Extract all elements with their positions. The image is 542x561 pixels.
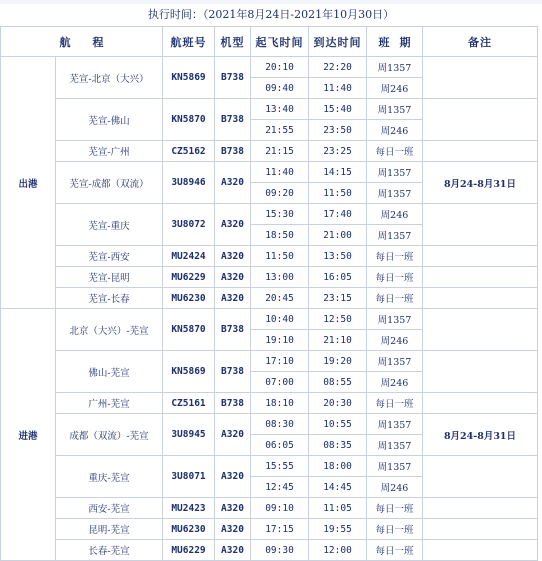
departure-time: 11:40: [251, 162, 309, 183]
departure-time: 09:40: [251, 78, 309, 99]
departure-time: 20:45: [251, 288, 309, 309]
flight-number: MU2423: [163, 498, 215, 519]
aircraft-type: A320: [215, 204, 251, 246]
arrival-time: 12:50: [309, 309, 367, 330]
header-aircraft: 机型: [215, 27, 251, 57]
aircraft-type: A320: [215, 162, 251, 204]
flight-number: MU2424: [163, 246, 215, 267]
aircraft-type: B738: [215, 57, 251, 99]
departure-time: 09:10: [251, 498, 309, 519]
flight-days: 周246: [367, 120, 423, 141]
arrival-time: 08:35: [309, 435, 367, 456]
flight-days: 每日一班: [367, 393, 423, 414]
departure-time: 09:20: [251, 183, 309, 204]
departure-time: 17:15: [251, 519, 309, 540]
arrival-time: 16:05: [309, 267, 367, 288]
remarks-cell: 8月24-8月31日: [423, 162, 538, 204]
departure-time: 10:40: [251, 309, 309, 330]
table-row: [1, 57, 538, 78]
arrival-time: 14:45: [309, 477, 367, 498]
arrival-time: 21:10: [309, 330, 367, 351]
flight-days: 周1357: [367, 351, 423, 372]
header-flight-no: 航班号: [163, 27, 215, 57]
route-name: 北京（大兴）-芜宣: [56, 309, 163, 351]
arrival-time: 23:50: [309, 120, 367, 141]
aircraft-type: A320: [215, 519, 251, 540]
flight-days: 周1357: [367, 99, 423, 120]
table-row: [1, 393, 538, 414]
departure-time: 15:55: [251, 456, 309, 477]
aircraft-type: B738: [215, 393, 251, 414]
remarks-cell: [423, 540, 538, 561]
departure-time: 07:00: [251, 372, 309, 393]
remarks-cell: [423, 246, 538, 267]
remarks-cell: [423, 498, 538, 519]
remarks-cell: [423, 288, 538, 309]
route-name: 芜宣-成都（双流）: [56, 162, 163, 204]
departure-time: 21:55: [251, 120, 309, 141]
aircraft-type: A320: [215, 498, 251, 519]
route-name: 西安-芜宣: [56, 498, 163, 519]
flight-days: 周1357: [367, 435, 423, 456]
route-name: 芜宣-昆明: [56, 267, 163, 288]
route-name: 芜宣-长春: [56, 288, 163, 309]
table-row: [1, 456, 538, 477]
remarks-cell: [423, 519, 538, 540]
table-row: [1, 267, 538, 288]
flight-days: 周1357: [367, 309, 423, 330]
flight-days: 每日一班: [367, 519, 423, 540]
departure-time: 15:30: [251, 204, 309, 225]
departure-time: 08:30: [251, 414, 309, 435]
flight-days: 周1357: [367, 456, 423, 477]
aircraft-type: B738: [215, 99, 251, 141]
table-row: [1, 204, 538, 225]
table-row: [1, 414, 538, 435]
table-row: [1, 246, 538, 267]
arrival-time: 11:40: [309, 78, 367, 99]
flight-number: CZ5162: [163, 141, 215, 162]
flight-number: 3U8946: [163, 162, 215, 204]
route-name: 佛山-芜宣: [56, 351, 163, 393]
flight-number: MU6229: [163, 540, 215, 561]
arrival-time: 19:20: [309, 351, 367, 372]
aircraft-type: B738: [215, 351, 251, 393]
route-name: 重庆-芜宣: [56, 456, 163, 498]
table-row: [1, 288, 538, 309]
route-name: 芜宣-佛山: [56, 99, 163, 141]
header-dep-time: 起飞时间: [251, 27, 309, 57]
departure-time: 13:40: [251, 99, 309, 120]
route-name: 芜宣-重庆: [56, 204, 163, 246]
route-name: 长春-芜宣: [56, 540, 163, 561]
arrival-time: 17:40: [309, 204, 367, 225]
departure-time: 18:10: [251, 393, 309, 414]
header-remarks: 备注: [423, 27, 538, 57]
departure-time: 11:50: [251, 246, 309, 267]
departure-time: 06:05: [251, 435, 309, 456]
arrival-time: 14:15: [309, 162, 367, 183]
departure-time: 12:45: [251, 477, 309, 498]
remarks-cell: [423, 309, 538, 351]
arrival-time: 15:40: [309, 99, 367, 120]
remarks-cell: [423, 267, 538, 288]
aircraft-type: A320: [215, 414, 251, 456]
flight-days: 周246: [367, 372, 423, 393]
remarks-cell: 8月24-8月31日: [423, 414, 538, 456]
arrival-time: 19:55: [309, 519, 367, 540]
departure-time: 13:00: [251, 267, 309, 288]
flight-number: 3U8072: [163, 204, 215, 246]
route-name: 成都（双流）-芜宣: [56, 414, 163, 456]
remarks-cell: [423, 57, 538, 99]
arrival-time: 23:25: [309, 141, 367, 162]
flight-number: MU6230: [163, 519, 215, 540]
flight-days: 周1357: [367, 162, 423, 183]
remarks-cell: [423, 456, 538, 498]
flight-days: 每日一班: [367, 540, 423, 561]
departure-time: 19:10: [251, 330, 309, 351]
section-label: 出港: [1, 57, 56, 309]
aircraft-type: B738: [215, 141, 251, 162]
flight-days: 周246: [367, 477, 423, 498]
header-days: 班期: [367, 27, 423, 57]
flight-days: 每日一班: [367, 141, 423, 162]
aircraft-type: A320: [215, 288, 251, 309]
arrival-time: 10:55: [309, 414, 367, 435]
table-row: [1, 540, 538, 561]
departure-time: 17:10: [251, 351, 309, 372]
flight-days: 每日一班: [367, 498, 423, 519]
table-row: [1, 99, 538, 120]
remarks-cell: [423, 204, 538, 246]
arrival-time: 18:00: [309, 456, 367, 477]
flight-number: KN5869: [163, 351, 215, 393]
flight-days: 周246: [367, 330, 423, 351]
header-row: [1, 27, 538, 57]
route-name: 昆明-芜宣: [56, 519, 163, 540]
remarks-cell: [423, 393, 538, 414]
table-row: [1, 351, 538, 372]
flight-days: 周1357: [367, 225, 423, 246]
flight-schedule-table: [0, 26, 538, 561]
flight-days: 每日一班: [367, 267, 423, 288]
table-row: [1, 309, 538, 330]
aircraft-type: A320: [215, 540, 251, 561]
flight-days: 周246: [367, 78, 423, 99]
flight-number: MU6229: [163, 267, 215, 288]
remarks-cell: [423, 351, 538, 393]
arrival-time: 21:00: [309, 225, 367, 246]
arrival-time: 23:15: [309, 288, 367, 309]
arrival-time: 08:55: [309, 372, 367, 393]
flight-days: 周1357: [367, 183, 423, 204]
aircraft-type: A320: [215, 456, 251, 498]
table-row: [1, 519, 538, 540]
flight-number: KN5870: [163, 309, 215, 351]
departure-time: 09:30: [251, 540, 309, 561]
header-route: 航程: [1, 27, 163, 57]
route-name: 芜宣-广州: [56, 141, 163, 162]
arrival-time: 12:00: [309, 540, 367, 561]
route-name: 广州-芜宣: [56, 393, 163, 414]
flight-number: MU6230: [163, 288, 215, 309]
flight-number: 3U8945: [163, 414, 215, 456]
aircraft-type: A320: [215, 267, 251, 288]
aircraft-type: B738: [215, 309, 251, 351]
arrival-time: 11:50: [309, 183, 367, 204]
flight-days: 周1357: [367, 414, 423, 435]
arrival-time: 11:05: [309, 498, 367, 519]
flight-days: 周1357: [367, 57, 423, 78]
section-label: 进港: [1, 309, 56, 561]
aircraft-type: A320: [215, 246, 251, 267]
departure-time: 21:15: [251, 141, 309, 162]
flight-days: 每日一班: [367, 288, 423, 309]
header-arr-time: 到达时间: [309, 27, 367, 57]
flight-days: 每日一班: [367, 246, 423, 267]
route-name: 芜宣-北京（大兴）: [56, 57, 163, 99]
remarks-cell: [423, 141, 538, 162]
flight-days: 周246: [367, 204, 423, 225]
arrival-time: 13:50: [309, 246, 367, 267]
table-row: [1, 498, 538, 519]
departure-time: 20:10: [251, 57, 309, 78]
remarks-cell: [423, 99, 538, 141]
schedule-period: 执行时间：（2021年8月24日-2021年10月30日）: [147, 8, 395, 21]
flight-number: KN5870: [163, 99, 215, 141]
schedule-body: [1, 57, 538, 561]
table-row: [1, 162, 538, 183]
flight-number: KN5869: [163, 57, 215, 99]
route-name: 芜宣-西安: [56, 246, 163, 267]
flight-number: CZ5161: [163, 393, 215, 414]
arrival-time: 20:30: [309, 393, 367, 414]
arrival-time: 22:20: [309, 57, 367, 78]
departure-time: 18:50: [251, 225, 309, 246]
flight-number: 3U8071: [163, 456, 215, 498]
table-row: [1, 141, 538, 162]
